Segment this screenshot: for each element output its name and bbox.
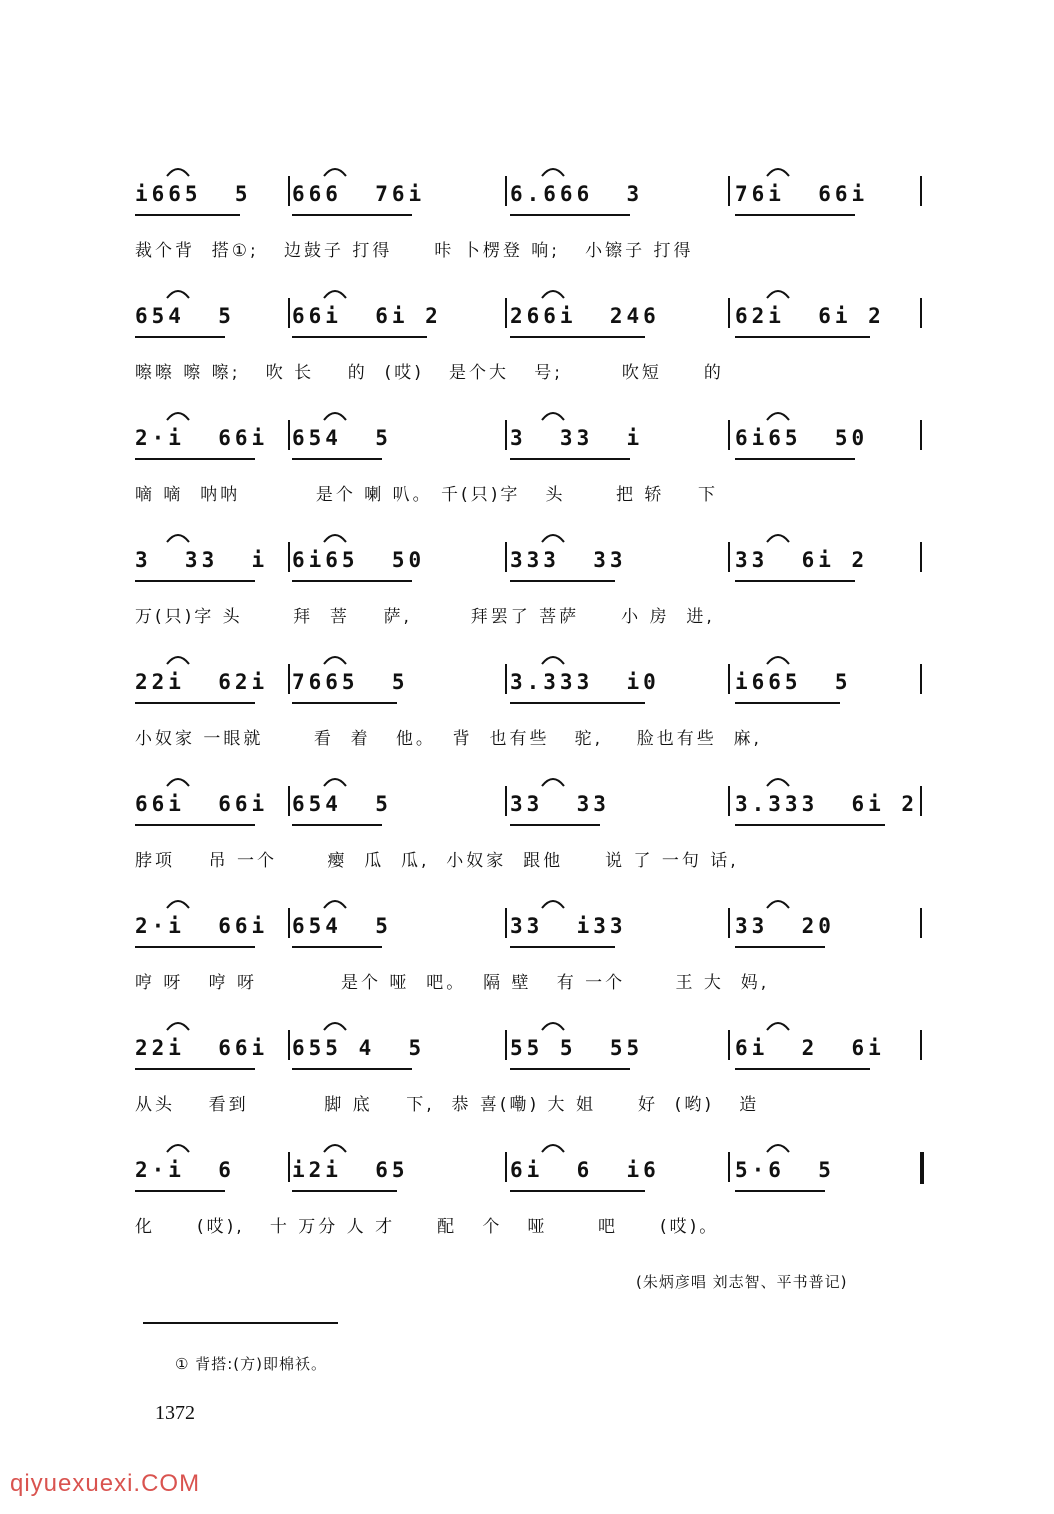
bar-line — [288, 420, 290, 450]
footnote: ① 背搭:(方)即棉袄。 — [175, 1355, 327, 1373]
bar-line — [920, 298, 922, 328]
bar-line — [288, 1152, 290, 1182]
beam-underline — [735, 458, 855, 460]
bar-line — [288, 542, 290, 572]
beam-underline — [135, 702, 255, 704]
slur-mark — [765, 650, 791, 666]
slur-mark — [765, 406, 791, 422]
bar-line — [505, 908, 507, 938]
measure-notes: 3 33 i — [510, 426, 644, 450]
bar-line — [728, 1152, 730, 1182]
beam-underline — [510, 702, 645, 704]
slur-mark — [322, 650, 348, 666]
measure-notes: i665 5 — [735, 670, 852, 694]
bar-line — [505, 664, 507, 694]
beam-underline — [292, 946, 382, 948]
score-row — [0, 660, 1054, 770]
score-row — [0, 782, 1054, 892]
measure-notes: 66i 6i 2 — [292, 304, 442, 328]
slur-mark — [540, 406, 566, 422]
lyrics-line: 小奴家 一眼就 看 着 他。 背 也有些 驼, 脸也有些 麻, — [135, 729, 762, 749]
beam-underline — [292, 1068, 412, 1070]
beam-underline — [735, 824, 885, 826]
measure-notes: 5·6 5 — [735, 1158, 835, 1182]
score-row — [0, 416, 1054, 526]
measure-notes: 62i 6i 2 — [735, 304, 885, 328]
beam-underline — [510, 336, 645, 338]
slur-mark — [765, 772, 791, 788]
slur-mark — [765, 894, 791, 910]
bar-line — [920, 542, 922, 572]
beam-underline — [510, 580, 615, 582]
measure-notes: 33 33 — [510, 792, 610, 816]
slur-mark — [540, 1138, 566, 1154]
lyrics-line: 嘀 嘀 呐呐 是个 喇 叭。 千(只)字 头 把 轿 下 — [135, 485, 718, 505]
measure-notes: 3.333 i0 — [510, 670, 660, 694]
lyrics-line: 万(只)字 头 拜 菩 萨, 拜罢了 菩萨 小 房 进, — [135, 607, 715, 627]
lyrics-line: 从头 看到 脚 底 下, 恭 喜(嘞) 大 姐 好 (哟) 造 — [135, 1095, 760, 1115]
slur-mark — [165, 894, 191, 910]
measure-notes: 6i65 50 — [292, 548, 426, 572]
footnote-rule — [143, 1322, 338, 1324]
measure-notes: 6i 6 i6 — [510, 1158, 660, 1182]
slur-mark — [165, 162, 191, 178]
bar-line — [505, 176, 507, 206]
slur-mark — [322, 162, 348, 178]
bar-line — [920, 176, 922, 206]
bar-line — [505, 542, 507, 572]
slur-mark — [322, 1016, 348, 1032]
beam-underline — [292, 1190, 397, 1192]
lyrics-line: 哼 呀 哼 呀 是个 哑 吧。 隔 壁 有 一个 王 大 妈, — [135, 973, 770, 993]
bar-line — [728, 420, 730, 450]
bar-line — [728, 176, 730, 206]
bar-line — [505, 298, 507, 328]
measure-notes: 33 i33 — [510, 914, 627, 938]
measure-notes: 3.333 6i 2 — [735, 792, 919, 816]
page-number: 1372 — [155, 1402, 195, 1424]
beam-underline — [292, 702, 397, 704]
beam-underline — [135, 1190, 225, 1192]
slur-mark — [322, 406, 348, 422]
score-row — [0, 538, 1054, 648]
beam-underline — [735, 580, 855, 582]
lyrics-line: 脖项 吊 一个 瘿 瓜 瓜, 小奴家 跟他 说 了 一句 话, — [135, 851, 739, 871]
bar-line — [288, 664, 290, 694]
measure-notes: 6i 2 6i — [735, 1036, 885, 1060]
beam-underline — [135, 824, 255, 826]
slur-mark — [540, 894, 566, 910]
slur-mark — [540, 1016, 566, 1032]
measure-notes: 654 5 — [135, 304, 235, 328]
bar-line — [920, 1030, 922, 1060]
slur-mark — [765, 162, 791, 178]
measure-notes: 6.666 3 — [510, 182, 644, 206]
measure-notes: 76i 66i — [735, 182, 869, 206]
bar-line — [288, 298, 290, 328]
bar-line — [288, 176, 290, 206]
score-row — [0, 1026, 1054, 1136]
measure-notes: 2·i 66i — [135, 426, 269, 450]
beam-underline — [292, 214, 412, 216]
beam-underline — [735, 214, 855, 216]
slur-mark — [765, 284, 791, 300]
bar-line — [920, 786, 922, 816]
beam-underline — [735, 336, 870, 338]
measure-notes: 2·i 6 — [135, 1158, 235, 1182]
bar-line — [505, 420, 507, 450]
slur-mark — [540, 162, 566, 178]
beam-underline — [135, 1068, 255, 1070]
measure-notes: 55 5 55 — [510, 1036, 644, 1060]
slur-mark — [540, 650, 566, 666]
bar-line — [728, 1030, 730, 1060]
beam-underline — [735, 1068, 870, 1070]
slur-mark — [765, 1016, 791, 1032]
lyrics-line: 裁个背 搭①; 边鼓子 打得 咔 卜楞登 响; 小镲子 打得 — [135, 241, 694, 261]
bar-line — [728, 908, 730, 938]
slur-mark — [322, 284, 348, 300]
measure-notes: 33 6i 2 — [735, 548, 869, 572]
slur-mark — [322, 772, 348, 788]
score-row — [0, 172, 1054, 282]
measure-notes: 666 76i — [292, 182, 426, 206]
slur-mark — [322, 1138, 348, 1154]
slur-mark — [165, 650, 191, 666]
beam-underline — [135, 214, 240, 216]
measure-notes: 22i 62i — [135, 670, 269, 694]
score-row — [0, 1148, 1054, 1258]
slur-mark — [765, 528, 791, 544]
beam-underline — [510, 1068, 630, 1070]
measure-notes: 266i 246 — [510, 304, 660, 328]
beam-underline — [135, 580, 255, 582]
slur-mark — [165, 528, 191, 544]
measure-notes: 66i 66i — [135, 792, 269, 816]
beam-underline — [510, 824, 600, 826]
measure-notes: i2i 65 — [292, 1158, 409, 1182]
bar-line — [920, 1152, 924, 1184]
score-row — [0, 904, 1054, 1014]
beam-underline — [510, 946, 615, 948]
bar-line — [505, 1030, 507, 1060]
slur-mark — [165, 772, 191, 788]
beam-underline — [510, 458, 630, 460]
slur-mark — [540, 528, 566, 544]
lyrics-line: 嚓嚓 嚓 嚓; 吹 长 的 (哎) 是个大 号; 吹短 的 — [135, 363, 724, 383]
bar-line — [288, 786, 290, 816]
bar-line — [728, 664, 730, 694]
slur-mark — [540, 772, 566, 788]
slur-mark — [165, 406, 191, 422]
beam-underline — [510, 214, 630, 216]
bar-line — [728, 542, 730, 572]
beam-underline — [735, 946, 825, 948]
bar-line — [920, 420, 922, 450]
measure-notes: 654 5 — [292, 426, 392, 450]
bar-line — [505, 786, 507, 816]
bar-line — [920, 908, 922, 938]
measure-notes: 3 33 i — [135, 548, 269, 572]
bar-line — [728, 298, 730, 328]
measure-notes: 654 5 — [292, 792, 392, 816]
score-row — [0, 294, 1054, 404]
measure-notes: 333 33 — [510, 548, 627, 572]
measure-notes: 7665 5 — [292, 670, 409, 694]
performer-credit: (朱炳彦唱 刘志智、平书普记) — [636, 1273, 848, 1291]
beam-underline — [735, 702, 840, 704]
beam-underline — [510, 1190, 645, 1192]
slur-mark — [322, 528, 348, 544]
measure-notes: 6i65 50 — [735, 426, 869, 450]
measure-notes: i665 5 — [135, 182, 252, 206]
bar-line — [288, 908, 290, 938]
slur-mark — [322, 894, 348, 910]
beam-underline — [292, 336, 427, 338]
site-watermark: qiyuexuexi.COM — [10, 1470, 201, 1497]
beam-underline — [292, 824, 382, 826]
beam-underline — [135, 458, 255, 460]
measure-notes: 2·i 66i — [135, 914, 269, 938]
slur-mark — [540, 284, 566, 300]
bar-line — [505, 1152, 507, 1182]
slur-mark — [165, 1138, 191, 1154]
measure-notes: 654 5 — [292, 914, 392, 938]
measure-notes: 22i 66i — [135, 1036, 269, 1060]
slur-mark — [165, 284, 191, 300]
beam-underline — [135, 946, 255, 948]
bar-line — [728, 786, 730, 816]
bar-line — [920, 664, 922, 694]
beam-underline — [292, 580, 412, 582]
beam-underline — [292, 458, 382, 460]
beam-underline — [735, 1190, 825, 1192]
measure-notes: 655 4 5 — [292, 1036, 426, 1060]
measure-notes: 33 20 — [735, 914, 835, 938]
bar-line — [288, 1030, 290, 1060]
slur-mark — [765, 1138, 791, 1154]
slur-mark — [165, 1016, 191, 1032]
lyrics-line: 化 (哎), 十 万分 人 才 配 个 哑 吧 (哎)。 — [135, 1217, 720, 1237]
beam-underline — [135, 336, 225, 338]
